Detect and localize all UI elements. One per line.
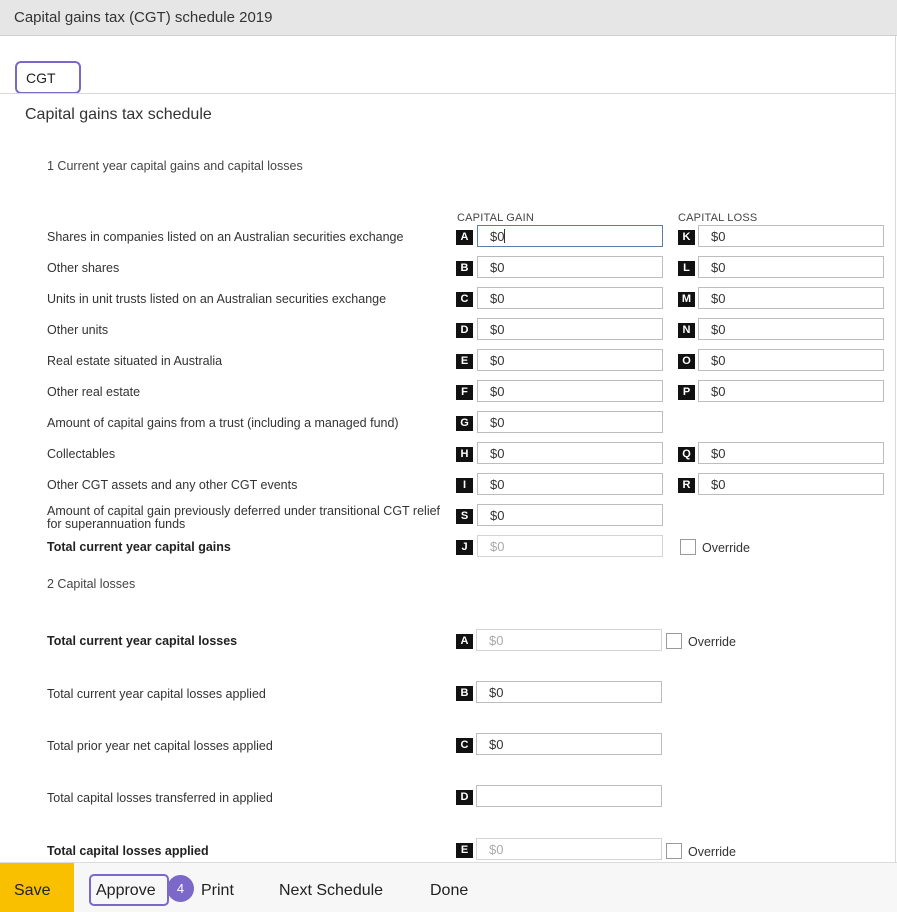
code-badge: B <box>456 686 473 701</box>
code-badge: E <box>456 354 473 369</box>
row-label: Amount of capital gain previously deferred under transitional CGT relief for superannuation funds <box>47 504 441 531</box>
row-label: Total current year capital losses applied <box>47 687 266 701</box>
capital-loss-header: CAPITAL LOSS <box>678 212 758 224</box>
total-losses-field: $0 <box>476 629 662 651</box>
code-badge: M <box>678 292 695 307</box>
done-button[interactable]: Done <box>430 882 469 899</box>
total-losses-applied-label: Total capital losses applied <box>47 844 209 858</box>
gain-input-i[interactable]: $0 <box>477 473 663 495</box>
gain-input-f[interactable]: $0 <box>477 380 663 402</box>
row-label: Real estate situated in Australia <box>47 354 223 368</box>
code-badge: R <box>678 478 695 493</box>
title-bar <box>0 0 897 36</box>
loss-input-q[interactable]: $0 <box>698 442 884 464</box>
code-badge: P <box>678 385 695 400</box>
loss-input-l[interactable]: $0 <box>698 256 884 278</box>
loss-input-m[interactable]: $0 <box>698 287 884 309</box>
code-badge: B <box>456 261 473 276</box>
prior-year-losses-field[interactable]: $0 <box>476 733 662 755</box>
code-badge: L <box>678 261 695 276</box>
override-checkbox-applied[interactable] <box>666 843 682 859</box>
section-2-title: 2 Capital losses <box>47 577 136 591</box>
code-badge: E <box>456 843 473 858</box>
total-gains-label: Total current year capital gains <box>47 540 231 554</box>
override-checkbox-gains[interactable] <box>680 539 696 555</box>
approve-button[interactable]: Approve <box>89 874 169 906</box>
code-badge: J <box>456 540 473 555</box>
losses-applied-field[interactable]: $0 <box>476 681 662 703</box>
gain-input-a[interactable]: $0 <box>477 225 663 247</box>
row-label: Total capital losses transferred in applied <box>47 791 273 805</box>
code-badge: C <box>456 292 473 307</box>
gain-input-b[interactable]: $0 <box>477 256 663 278</box>
code-badge: I <box>456 478 473 493</box>
row-label: Amount of capital gains from a trust (including a managed fund) <box>47 416 399 430</box>
text-cursor <box>504 229 505 243</box>
section-1-title: 1 Current year capital gains and capital losses <box>47 159 303 173</box>
code-badge: H <box>456 447 473 462</box>
gain-input-c[interactable]: $0 <box>477 287 663 309</box>
row-label: Units in unit trusts listed on an Australian securities exchange <box>47 292 387 306</box>
row-label: Other units <box>47 323 109 337</box>
next-schedule-button[interactable]: Next Schedule <box>279 882 384 899</box>
capital-gain-header: CAPITAL GAIN <box>457 212 534 224</box>
gain-input-g[interactable]: $0 <box>477 411 663 433</box>
footer-toolbar <box>0 862 897 912</box>
loss-input-r[interactable]: $0 <box>698 473 884 495</box>
row-label: Collectables <box>47 447 116 461</box>
step-badge: 4 <box>167 875 194 902</box>
override-checkbox-losses[interactable] <box>666 633 682 649</box>
loss-input-n[interactable]: $0 <box>698 318 884 340</box>
code-badge: O <box>678 354 695 369</box>
gain-input-h[interactable]: $0 <box>477 442 663 464</box>
code-badge: A <box>456 230 473 245</box>
code-badge: C <box>456 738 473 753</box>
code-badge: S <box>456 509 473 524</box>
override-label: Override <box>688 845 736 859</box>
code-badge: F <box>456 385 473 400</box>
tab-cgt[interactable]: CGT <box>15 61 81 94</box>
gain-input-e[interactable]: $0 <box>477 349 663 371</box>
override-label: Override <box>702 541 750 555</box>
code-badge: A <box>456 634 473 649</box>
loss-input-k[interactable]: $0 <box>698 225 884 247</box>
total-gains-field: $0 <box>477 535 663 557</box>
save-button[interactable]: Save <box>0 863 74 912</box>
window-title: Capital gains tax (CGT) schedule 2019 <box>14 9 273 26</box>
gain-input-s[interactable]: $0 <box>477 504 663 526</box>
schedule-title: Capital gains tax schedule <box>25 106 212 123</box>
loss-input-o[interactable]: $0 <box>698 349 884 371</box>
print-button[interactable]: Print <box>201 882 234 899</box>
total-losses-label: Total current year capital losses <box>47 634 238 648</box>
loss-input-p[interactable]: $0 <box>698 380 884 402</box>
losses-transferred-field[interactable] <box>476 785 662 807</box>
row-label: Other CGT assets and any other CGT events <box>47 478 298 492</box>
row-label: Shares in companies listed on an Australian securities exchange <box>47 230 404 244</box>
code-badge: G <box>456 416 473 431</box>
code-badge: N <box>678 323 695 338</box>
row-label: Other shares <box>47 261 120 275</box>
code-badge: Q <box>678 447 695 462</box>
tab-divider <box>0 93 896 94</box>
row-label: Other real estate <box>47 385 141 399</box>
code-badge: D <box>456 323 473 338</box>
total-losses-applied-field: $0 <box>476 838 662 860</box>
row-label: Total prior year net capital losses applied <box>47 739 273 753</box>
gain-input-d[interactable]: $0 <box>477 318 663 340</box>
code-badge: D <box>456 790 473 805</box>
code-badge: K <box>678 230 695 245</box>
override-label: Override <box>688 635 736 649</box>
